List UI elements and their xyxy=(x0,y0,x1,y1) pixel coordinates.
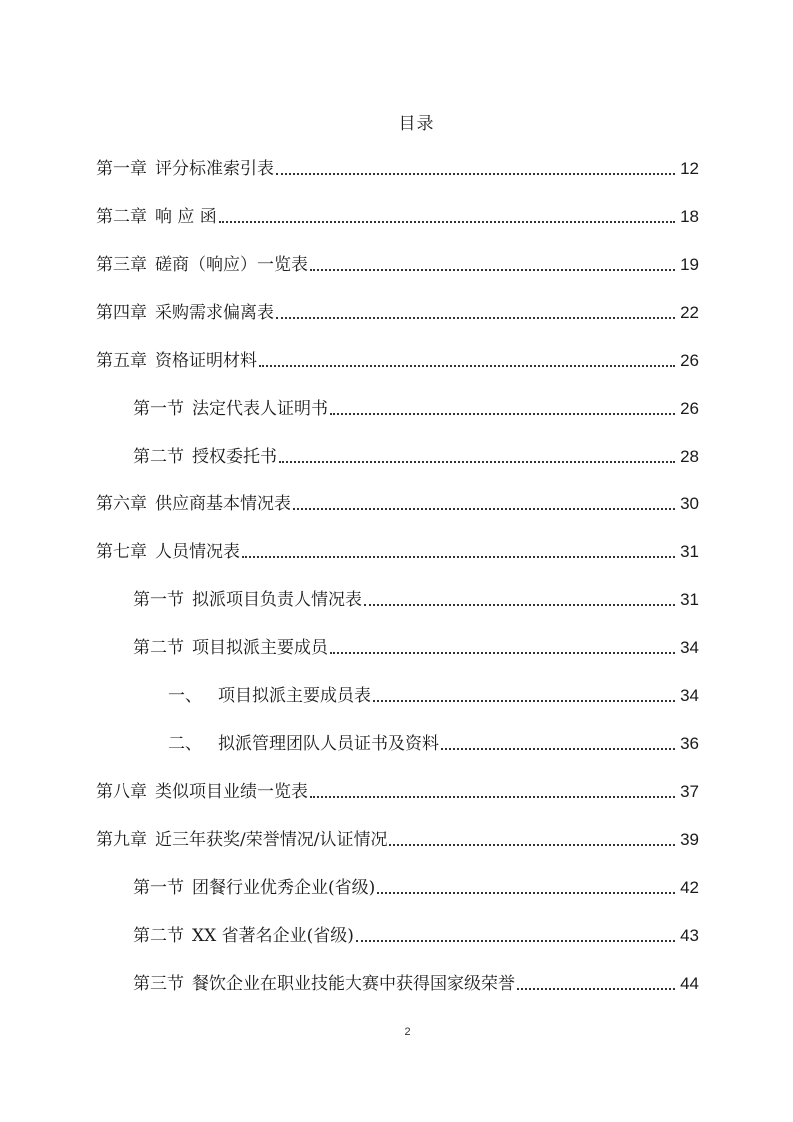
entry-label: 团餐行业优秀企业(省级) xyxy=(192,878,376,898)
entry-page: 28 xyxy=(680,447,699,466)
entry-label: 供应商基本情况表 xyxy=(155,494,291,514)
entry-page: 37 xyxy=(680,782,699,801)
entry-label: 项目拟派主要成员 xyxy=(192,638,328,658)
entry-page: 36 xyxy=(680,734,699,753)
toc-entry[interactable] xyxy=(133,876,699,900)
entry-number: 第一节 xyxy=(133,399,184,419)
entry-page: 34 xyxy=(680,638,699,657)
toc-entry[interactable] xyxy=(96,540,699,564)
entry-number: 第一节 xyxy=(133,590,184,610)
dot-leader xyxy=(242,555,675,558)
entry-label: XX 省著名企业(省级) xyxy=(192,926,354,946)
toc-entry[interactable] xyxy=(133,588,699,612)
entry-label: 响 应 函 xyxy=(155,207,217,227)
dot-leader xyxy=(441,747,675,750)
entry-number: 第六章 xyxy=(96,494,147,514)
dot-leader xyxy=(356,939,675,942)
entry-number: 第一节 xyxy=(133,878,184,898)
entry-label: 人员情况表 xyxy=(155,542,240,562)
dot-leader xyxy=(517,987,675,990)
entry-number: 第二节 xyxy=(133,638,184,658)
entry-label: 评分标准索引表 xyxy=(155,159,274,179)
entry-number: 第一章 xyxy=(96,159,147,179)
toc-entry[interactable] xyxy=(133,445,699,469)
entry-number: 第二节 xyxy=(133,926,184,946)
dot-leader xyxy=(377,891,675,894)
toc-entry[interactable] xyxy=(133,972,699,996)
entry-label: 近三年获奖/荣誉情况/认证情况 xyxy=(155,830,388,850)
entry-number: 第八章 xyxy=(96,782,147,802)
toc-entry[interactable] xyxy=(96,780,699,804)
dot-leader xyxy=(330,651,675,654)
toc-entry[interactable] xyxy=(96,349,699,373)
entry-page: 12 xyxy=(680,159,699,178)
dot-leader xyxy=(364,603,675,606)
dot-leader xyxy=(330,412,675,415)
entry-number: 第三节 xyxy=(133,974,184,994)
entry-label: 磋商（响应）一览表 xyxy=(155,255,308,275)
entry-page: 26 xyxy=(680,399,699,418)
entry-number: 第九章 xyxy=(96,830,147,850)
toc-entry[interactable] xyxy=(133,397,699,421)
entry-page: 34 xyxy=(680,686,699,705)
dot-leader xyxy=(373,699,675,702)
entry-page: 42 xyxy=(680,878,699,897)
entry-number: 第二章 xyxy=(96,207,147,227)
entry-label: 餐饮企业在职业技能大赛中获得国家级荣誉 xyxy=(192,974,515,994)
entry-label: 拟派项目负责人情况表 xyxy=(192,590,362,610)
toc-entry[interactable] xyxy=(96,157,699,181)
dot-leader xyxy=(219,220,675,223)
toc-entry[interactable] xyxy=(96,492,699,516)
entry-page: 19 xyxy=(680,255,699,274)
entry-number: 第四章 xyxy=(96,303,147,323)
entry-label: 类似项目业绩一览表 xyxy=(155,782,308,802)
entry-label: 项目拟派主要成员表 xyxy=(218,686,371,706)
entry-label: 授权委托书 xyxy=(192,447,277,467)
entry-page: 31 xyxy=(680,590,699,609)
entry-number: 一、 xyxy=(168,686,202,706)
entry-page: 26 xyxy=(680,351,699,370)
dot-leader xyxy=(279,460,675,463)
entry-page: 39 xyxy=(680,830,699,849)
toc-title: 目录 xyxy=(398,114,435,134)
entry-page: 44 xyxy=(680,974,699,993)
toc-entry[interactable] xyxy=(133,636,699,660)
toc-entry[interactable] xyxy=(96,828,699,852)
entry-number: 二、 xyxy=(168,734,202,754)
entry-number: 第三章 xyxy=(96,255,147,275)
entry-label: 采购需求偏离表 xyxy=(155,303,274,323)
entry-number: 第五章 xyxy=(96,351,147,371)
dot-leader xyxy=(310,795,675,798)
dot-leader xyxy=(276,172,675,175)
entry-page: 43 xyxy=(680,926,699,945)
toc-entry[interactable] xyxy=(96,205,699,229)
page-number: 2 xyxy=(404,1026,411,1038)
entry-label: 拟派管理团队人员证书及资料 xyxy=(218,734,439,754)
dot-leader xyxy=(310,268,675,271)
toc-entry[interactable] xyxy=(96,301,699,325)
entry-number: 第七章 xyxy=(96,542,147,562)
dot-leader xyxy=(276,316,675,319)
entry-number: 第二节 xyxy=(133,447,184,467)
entry-page: 30 xyxy=(680,494,699,513)
entry-page: 18 xyxy=(680,207,699,226)
entry-page: 22 xyxy=(680,303,699,322)
dot-leader xyxy=(389,843,675,846)
toc-entry[interactable] xyxy=(168,732,699,756)
dot-leader xyxy=(293,507,675,510)
toc-entry[interactable] xyxy=(133,924,699,948)
entry-page: 31 xyxy=(680,542,699,561)
toc-entry[interactable] xyxy=(168,684,699,708)
toc-entry[interactable] xyxy=(96,253,699,277)
dot-leader xyxy=(259,364,675,367)
entry-label: 资格证明材料 xyxy=(155,351,257,371)
entry-label: 法定代表人证明书 xyxy=(192,399,328,419)
